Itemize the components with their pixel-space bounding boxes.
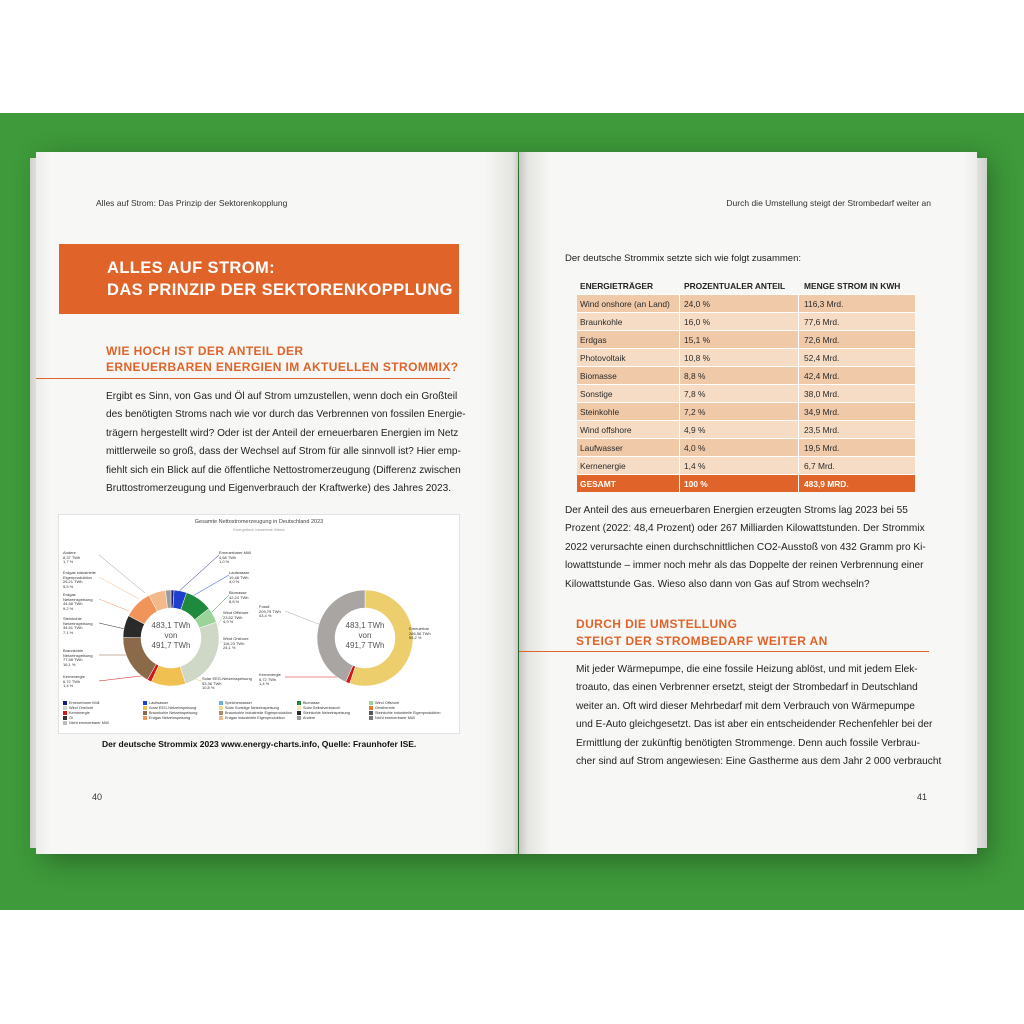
page-number-right: 41: [917, 792, 928, 802]
right-page: [519, 152, 977, 854]
leader-line: [99, 555, 145, 593]
legend-item: Speicherwasser: [219, 701, 252, 705]
legend-item: Wind Offshore: [369, 701, 399, 705]
label-steinkohle: Steinkohle Netzeinspeisung 34,51 TWh 7,1 %: [63, 616, 93, 635]
banner-line-1: ALLES AUF STROM:: [107, 259, 276, 277]
legend-item: Öl: [63, 716, 73, 720]
legend-item: Biomasse: [297, 701, 320, 705]
page-number-left: 40: [92, 792, 103, 802]
paragraph-line: mittlerweile so groß, dass der Wechsel auf Strom für alle sinnvoll ist? Hier emp-: [106, 446, 461, 458]
leader-line: [191, 575, 229, 597]
legend-item: Nicht erneuerbarer Müll: [369, 716, 415, 720]
header-menge: MENGE STROM IN KWH: [804, 281, 901, 291]
left-page: [36, 152, 518, 854]
paragraph-line: lowattstunde – immer noch mehr als das Doppelte der reinen Verbrennung einer: [565, 560, 924, 572]
strommix-figure: [58, 514, 460, 734]
donut2-center-text: 483,1 TWh: [345, 621, 385, 630]
figure-subtitle: Energetisch bewertete Werte: [233, 527, 285, 532]
label-andere: Andere 8,37 TWh 1,7 %: [63, 550, 81, 565]
legend-item: Solar Selbstverbrauch: [297, 706, 340, 710]
donut1-center-text: von: [164, 631, 178, 640]
chapter-banner: [59, 244, 459, 314]
paragraph-line: Mit jeder Wärmepumpe, die eine fossile Heizung ablöst, und mit jedem Elek-: [576, 664, 918, 675]
paragraph-line: troauto, das einen Verbrenner ersetzt, steigt der Strombedarf in Deutschland: [576, 682, 918, 694]
running-head-left: Alles auf Strom: Das Prinzip der Sektorenkopplung: [96, 198, 288, 208]
paragraph-anteil: [565, 502, 926, 594]
legend-item: Solar Sonstige Netzeinspeisung: [219, 706, 279, 710]
legend-item: Andere: [297, 716, 315, 720]
leader-line: [99, 577, 139, 599]
donut1-slice-wind-onshore: [180, 622, 219, 684]
leader-line: [285, 611, 321, 625]
leader-line: [99, 623, 125, 629]
label-erdgas-industrie: Erdgas industrielle Eigenproduktion 26,21 TWh 5,5 %: [63, 570, 96, 589]
paragraph-line: Kilowattstunde Gas. Wieso also dann von Gas auf Strom wechseln?: [565, 578, 870, 590]
legend-item: Laufwasser: [143, 701, 168, 705]
paragraph-line: weiter an. Oft wird dieser Mehrbedarf mit dem Verbrauch von Wärmepumpe: [576, 700, 915, 712]
leader-line: [177, 555, 219, 593]
section-heading-line-2: ERNEUERBAREN ENERGIEN IM AKTUELLEN STROMMIX?: [106, 360, 459, 374]
legend-item: Erdgas Netzeinspeisung: [143, 716, 190, 720]
table-row: Steinkohle 7,2 % 34,9 Mrd.: [577, 402, 915, 420]
label-erneuerbarer-muell: Erneuerbarer Müll 4,68 TWh 1,0 %: [219, 550, 252, 565]
donut2-center-text: von: [358, 631, 372, 640]
table-row: Kernenergie 1,4 % 6,7 Mrd.: [577, 456, 915, 474]
legend-item: Wind Onshore: [63, 706, 93, 710]
label-erneuerbar: Erneuerbar 266,56 TWh 55,2 %: [409, 626, 431, 641]
label-solar: Solar EEG-Netzeinspeisung 53,36 TWh 10,8 %: [202, 676, 252, 691]
label-wind-onshore: Wind Onshore 116,23 TWh 24,1 %: [223, 636, 249, 651]
legend-item: Solar EEG-Netzeinspeisung: [143, 706, 196, 710]
section-heading-line-2: STEIGT DER STROMBEDARF WEITER AN: [576, 634, 828, 648]
paragraph-line: und E-Auto gleichgesetzt. Das ist aber ein entscheidender Rechenfehler bei der: [576, 719, 933, 731]
paragraph-strombedarf: [576, 661, 941, 771]
paragraph-line: Bruttostromerzeugung und Eigenverbrauch der Kraftwerke) des Jahres 2023.: [106, 483, 452, 495]
paragraph-line: Prozent (2022: 48,4 Prozent) oder 267 Milliarden Kilowattstunden. Der Strommix: [565, 523, 925, 535]
label-fossil: Fossil 209,75 TWh 43,4 %: [259, 604, 281, 619]
paragraph-line: cher sind auf Strom angewiesen: Eine Gastherme aus dem Jahr 2 000 verbraucht: [576, 756, 942, 768]
label-biomasse: Biomasse 42,24 TWh 8,8 %: [229, 590, 249, 605]
paragraph-line: 2022 verursachte einen durchschnittlichen CO2-Ausstoß von 432 Gramm pro Ki-: [565, 541, 926, 553]
paragraph-line: Der Anteil des aus erneuerbaren Energien erzeugten Stroms lag 2023 bei 55: [565, 505, 908, 516]
legend-item: Steinkohle Netzeinspeisung: [297, 711, 350, 715]
section-heading-line-1: WIE HOCH IST DER ANTEIL DER: [106, 344, 304, 358]
legend-item: Erdgas industrielle Eigenproduktion: [219, 716, 285, 720]
table-row: Biomasse 8,8 % 42,4 Mrd.: [577, 366, 915, 384]
table-row: Wind offshore 4,9 % 23,5 Mrd.: [577, 420, 915, 438]
legend-item: Steinkohle industrielle Eigenproduktion: [369, 711, 440, 715]
legend-item: Braunkohle industrielle Eigenproduktion: [219, 711, 292, 715]
leader-line: [99, 599, 129, 611]
heading-rule: [36, 378, 450, 379]
strommix-table: [577, 277, 915, 492]
paragraph-line: fiehlt sich ein Blick auf die öffentliche Nettostromerzeugung (Differenz zwischen: [106, 464, 461, 476]
label-wind-offshore: Wind Offshore 23,52 TWh 4,9 %: [223, 610, 249, 625]
section-heading-line-1: DURCH DIE UMSTELLUNG: [576, 617, 738, 631]
intro-paragraph: [106, 388, 466, 498]
donut1-center-text: 491,7 TWh: [151, 641, 191, 650]
paragraph-line: des benötigten Stroms nach wie vor durch das Verbrennen von fossilen Energie-: [106, 409, 466, 421]
legend-item: Kernenergie: [63, 711, 90, 715]
table-row: Wind onshore (an Land) 24,0 % 116,3 Mrd.: [577, 294, 915, 312]
table-row: Erdgas 15,1 % 72,6 Mrd.: [577, 330, 915, 348]
figure-caption: Der deutsche Strommix 2023 www.energy-charts.info, Quelle: Fraunhofer ISE.: [102, 739, 417, 749]
label-erdgas-netz: Erdgas Netzeinspeisung 44,58 TWh 9,2 %: [63, 592, 93, 611]
label-kernenergie-2: Kernenergie 6,72 TWh 1,4 %: [259, 672, 281, 687]
header-anteil: PROZENTUALER ANTEIL: [684, 281, 786, 291]
label-braunkohle: Braunkohle Netzeinspeisung 77,58 TWh 16,1 %: [63, 648, 93, 667]
label-laufwasser: Laufwasser 19,48 TWh 4,0 %: [229, 570, 250, 585]
donut1-center-text: 483,1 TWh: [151, 621, 191, 630]
table-row: Sonstige 7,8 % 38,0 Mrd.: [577, 384, 915, 402]
table-intro: Der deutsche Strommix setzte sich wie folgt zusammen:: [565, 253, 802, 264]
table-header: [577, 277, 915, 294]
banner-line-2: DAS PRINZIP DER SEKTORENKOPPLUNG: [107, 281, 453, 299]
label-kernenergie: Kernenergie 6,72 TWh 1,4 %: [63, 674, 85, 689]
legend-item: Braunkohle Netzeinspeisung: [143, 711, 197, 715]
paragraph-line: Ergibt es Sinn, von Gas und Öl auf Strom umzustellen, wenn doch ein Großteil: [106, 391, 458, 402]
figure-title: Gesamte Nettostromerzeugung in Deutschland 2023: [194, 519, 324, 525]
legend-item: Erneuerbarer Müll: [63, 701, 99, 705]
paragraph-line: Ermittlung der zukünftig benötigten Strommenge. Denn auch fossile Verbrau-: [576, 737, 920, 749]
header-energietraeger: ENERGIETRÄGER: [580, 281, 654, 291]
table-row: Photovoltaik 10,8 % 52,4 Mrd.: [577, 348, 915, 366]
table-row: Laufwasser 4,0 % 19,5 Mrd.: [577, 438, 915, 456]
table-row: Braunkohle 16,0 % 77,6 Mrd.: [577, 312, 915, 330]
table-total-row: GESAMT 100 % 483,9 MRD.: [577, 474, 915, 492]
paragraph-line: trägern hergestellt wird? Oder ist der Anteil der erneuerbaren Energien im Netz: [106, 427, 459, 439]
donut2-center-text: 491,7 TWh: [345, 641, 385, 650]
running-head-right: Durch die Umstellung steigt der Strombedarf weiter an: [726, 198, 931, 208]
legend-item: Geothermie: [369, 706, 395, 710]
heading-rule: [519, 651, 929, 652]
legend-item: Nicht erneuerbarer Müll: [63, 721, 109, 725]
